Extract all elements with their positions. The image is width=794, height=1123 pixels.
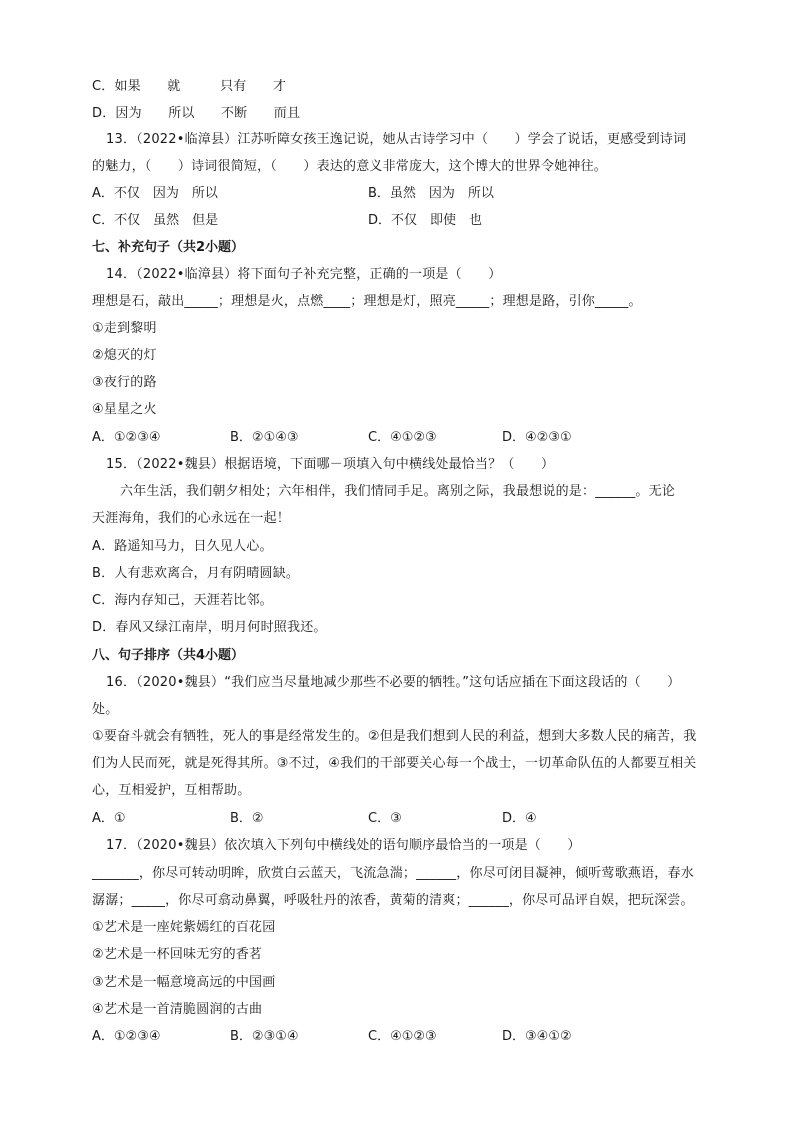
q17-item: ②艺术是一杯回味无穷的香茗	[92, 947, 263, 962]
q13-option-b: B．虽然 因为 所以	[368, 186, 494, 201]
q16-option-d: D．④	[502, 811, 537, 826]
section-heading-8: 八、句子排序（共4小题）	[92, 648, 245, 663]
q15-option-b: B．人有悲欢离合，月有阴晴圆缺。	[92, 566, 300, 581]
q13-option-c: C．不仅 虽然 但是	[92, 213, 219, 228]
q16-option-c: C．③	[368, 811, 402, 826]
q14-option-c: C．④①②③	[368, 430, 437, 445]
q15-stem: 15．（2022•魏县）根据语境，下面哪－项填入句中横线处最恰当？（ ）	[106, 457, 555, 472]
q14-item: ②熄灭的灯	[92, 348, 157, 363]
q14-item: ③夜行的路	[92, 375, 157, 390]
q13-options-row-1	[92, 185, 732, 203]
q12-option-c: C．如果 就 只有 才	[92, 79, 287, 94]
q14-option-b: B．②①④③	[230, 430, 299, 445]
q15-option-a: A．路遥知马力，日久见人心。	[92, 539, 273, 554]
section-heading-7: 七、补充句子（共2小题）	[92, 240, 245, 255]
q14-item: ④星星之火	[92, 402, 157, 417]
q17-options-row	[92, 1028, 732, 1046]
q17-passage-line-1: _______，你尽可转动明眸，欣赏白云蓝天，飞流急湍；______，你尽可闭目凝神，倾听莺歌燕语，春水	[92, 866, 694, 881]
q14-stem: 14．（2022•临漳县）将下面句子补充完整，正确的一项是（ ）	[106, 267, 502, 282]
q17-item: ④艺术是一首清脆圆润的古曲	[92, 1002, 263, 1017]
q13-option-a: A．不仅 因为 所以	[92, 186, 218, 201]
q14-sentence: 理想是石，敲出_____；理想是火，点燃____；理想是灯，照亮_____；理想是路，引你_____。	[92, 294, 642, 309]
q17-passage-line-2: 潺潺；_____，你尽可翕动鼻翼，呼吸牡丹的浓香，黄菊的清爽；______，你尽可品评自娱，把玩深尝。	[92, 893, 694, 908]
q17-option-a: A．①②③④	[92, 1029, 161, 1044]
q17-stem: 17．（2020•魏县）依次填入下列句中横线处的语句顺序最恰当的一项是（ ）	[106, 838, 581, 853]
q17-item: ①艺术是一座姹紫嫣红的百花园	[92, 920, 276, 935]
q16-passage-line-2: 们为人民而死，就是死得其所。③不过，④我们的干部要关心每一个战士，一切革命队伍的人都要互相关	[92, 756, 697, 771]
q14-item: ①走到黎明	[92, 321, 157, 336]
q14-options-row	[92, 429, 732, 447]
q13-options-row-2	[92, 212, 732, 230]
q17-option-b: B．②③①④	[230, 1029, 299, 1044]
q16-stem-continued: 处。	[92, 702, 119, 717]
q17-option-d: D．③④①②	[502, 1029, 572, 1044]
q14-option-a: A．①②③④	[92, 430, 161, 445]
q15-passage-line-1: 六年生活，我们朝夕相处；六年相伴，我们情同手足。离别之际，我最想说的是：______。无论	[120, 484, 676, 499]
q13-stem: 13．（2022•临漳县）江苏听障女孩王逸记说，她从古诗学习中（ ）学会了说话，更感受到诗词	[106, 132, 687, 147]
q14-option-d: D．④②③①	[502, 430, 572, 445]
q12-option-d: D．因为 所以 不断 而且	[92, 106, 301, 121]
q13-option-d: D．不仅 即使 也	[368, 213, 483, 228]
q13-stem-continued: 的魅力，（ ）诗词很简短，（ ）表达的意义非常庞大，这个博大的世界令她神往。	[92, 159, 608, 174]
q15-option-d: D．春风又绿江南岸，明月何时照我还。	[92, 620, 327, 635]
q17-item: ③艺术是一幅意境高远的中国画	[92, 975, 276, 990]
q16-passage-line-1: ①要奋斗就会有牺牲，死人的事是经常发生的。②但是我们想到人民的利益，想到大多数人民的痛苦，我	[92, 729, 697, 744]
q16-options-row	[92, 810, 732, 828]
q15-option-c: C．海内存知己，天涯若比邻。	[92, 593, 273, 608]
q16-option-b: B．②	[230, 811, 264, 826]
q16-option-a: A．①	[92, 811, 126, 826]
q16-stem: 16．（2020•魏县）“我们应当尽量地减少那些不必要的牺牲。”这句话应插在下面这段话的（ ）	[106, 675, 681, 690]
q16-passage-line-3: 心，互相爱护，互相帮助。	[92, 783, 251, 798]
q15-passage-line-2: 天涯海角，我们的心永远在一起！	[92, 511, 291, 526]
q17-option-c: C．④①②③	[368, 1029, 437, 1044]
